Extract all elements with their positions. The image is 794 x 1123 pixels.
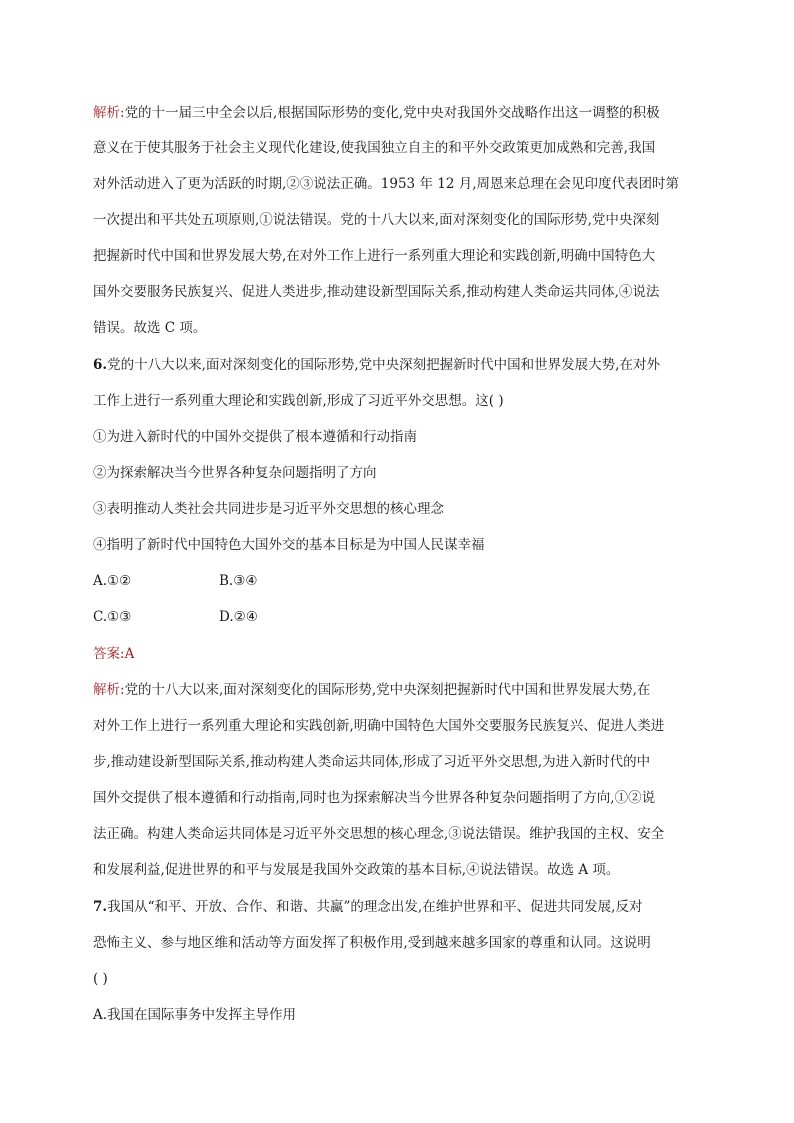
q7-stem-line-2: 恐怖主义、参与地区维和活动等方面发挥了积极作用,受到越来越多国家的尊重和认同。这说明 (93, 935, 651, 951)
q6-options-row-2 (93, 608, 705, 626)
q6-stem-line-1 (93, 356, 705, 374)
q6-analysis-line-6: 和发展利益,促进世界的和平与发展是我国外交政策的基本目标,④说法错误。故选 A 项。 (93, 862, 620, 878)
q6-analysis-line-1 (93, 681, 705, 699)
q6-statement-1: ①为进入新时代的中国外交提供了根本遵循和行动指南 (93, 429, 417, 445)
q6-answer-value: A (124, 646, 135, 662)
q6-analysis-label: 解析: (93, 682, 125, 698)
q7-stem-text: 我国从“和平、开放、合作、和谐、共赢”的理念出发,在维护世界和平、促进共同发展,反对 (107, 899, 643, 915)
q5-analysis-line-7: 错误。故选 C 项。 (93, 320, 207, 336)
q6-number: 6. (93, 357, 108, 373)
q5-analysis-line-5: 把握新时代中国和世界发展大势,在对外工作上进行一系列重大理论和实践创新,明确中国特色大 (93, 248, 656, 264)
q5-analysis-line-6: 国外交要服务民族复兴、促进人类进步,推动建设新型国际关系,推动构建人类命运共同体,④说法 (93, 284, 660, 300)
q6-analysis-line-5: 法正确。构建人类命运共同体是习近平外交思想的核心理念,③说法错误。维护我国的主权、安全 (93, 826, 665, 842)
q5-analysis-line-2: 意义在于使其服务于社会主义现代化建设,使我国独立自主的和平外交政策更加成熟和完善,我国 (93, 140, 656, 156)
q6-option-b[interactable]: B.③④ (219, 573, 258, 589)
q5-analysis-line-1 (93, 104, 705, 122)
q5-analysis-label: 解析: (93, 105, 125, 121)
q7-stem-line-3: ( ) (93, 971, 108, 987)
q6-analysis-line-2: 对外工作上进行一系列重大理论和实践创新,明确中国特色大国外交要服务民族复兴、促进人类进 (93, 718, 665, 734)
q6-stem-text: 党的十八大以来,面对深刻变化的国际形势,党中央深刻把握新时代中国和世界发展大势,在对外 (107, 357, 660, 373)
q5-analysis-text: 党的十一届三中全会以后,根据国际形势的变化,党中央对我国外交战略作出这一调整的积极 (124, 105, 660, 121)
q7-number: 7. (93, 899, 108, 915)
q6-stem-line-2: 工作上进行一系列重大理论和实践创新,形成了习近平外交思想。这( ) (93, 393, 504, 409)
q6-option-d[interactable]: D.②④ (219, 609, 258, 625)
q5-analysis-line-4: 一次提出和平共处五项原则,①说法错误。党的十八大以来,面对深刻变化的国际形势,党中央深刻 (93, 212, 660, 228)
q6-analysis-text: 党的十八大以来,面对深刻变化的国际形势,党中央深刻把握新时代中国和世界发展大势,在 (124, 682, 651, 698)
q6-statement-3: ③表明推动人类社会共同进步是习近平外交思想的核心理念 (93, 501, 444, 517)
q6-answer-label: 答案: (93, 646, 125, 662)
q6-option-a[interactable]: A.①② (93, 573, 132, 589)
q6-analysis-line-3: 步,推动建设新型国际关系,推动构建人类命运共同体,形成了习近平外交思想,为进入新时代的中 (93, 754, 651, 770)
q6-option-c[interactable]: C.①③ (93, 609, 132, 625)
q6-statement-4: ④指明了新时代中国特色大国外交的基本目标是为中国人民谋幸福 (93, 537, 485, 553)
q5-analysis-line-3: 对外活动进入了更为活跃的时期,②③说法正确。1953 年 12 月,周恩来总理在会见印度代表团时第 (93, 176, 679, 192)
q7-option-a[interactable]: A.我国在国际事务中发挥主导作用 (93, 1007, 297, 1023)
q7-stem-line-1 (93, 898, 705, 916)
q6-answer (93, 645, 705, 663)
q6-statement-2: ②为探索解决当今世界各种复杂问题指明了方向 (93, 465, 377, 481)
q6-analysis-line-4: 国外交提供了根本遵循和行动指南,同时也为探索解决当今世界各种复杂问题指明了方向,①②说 (93, 790, 656, 806)
q6-options-row-1 (93, 572, 705, 590)
